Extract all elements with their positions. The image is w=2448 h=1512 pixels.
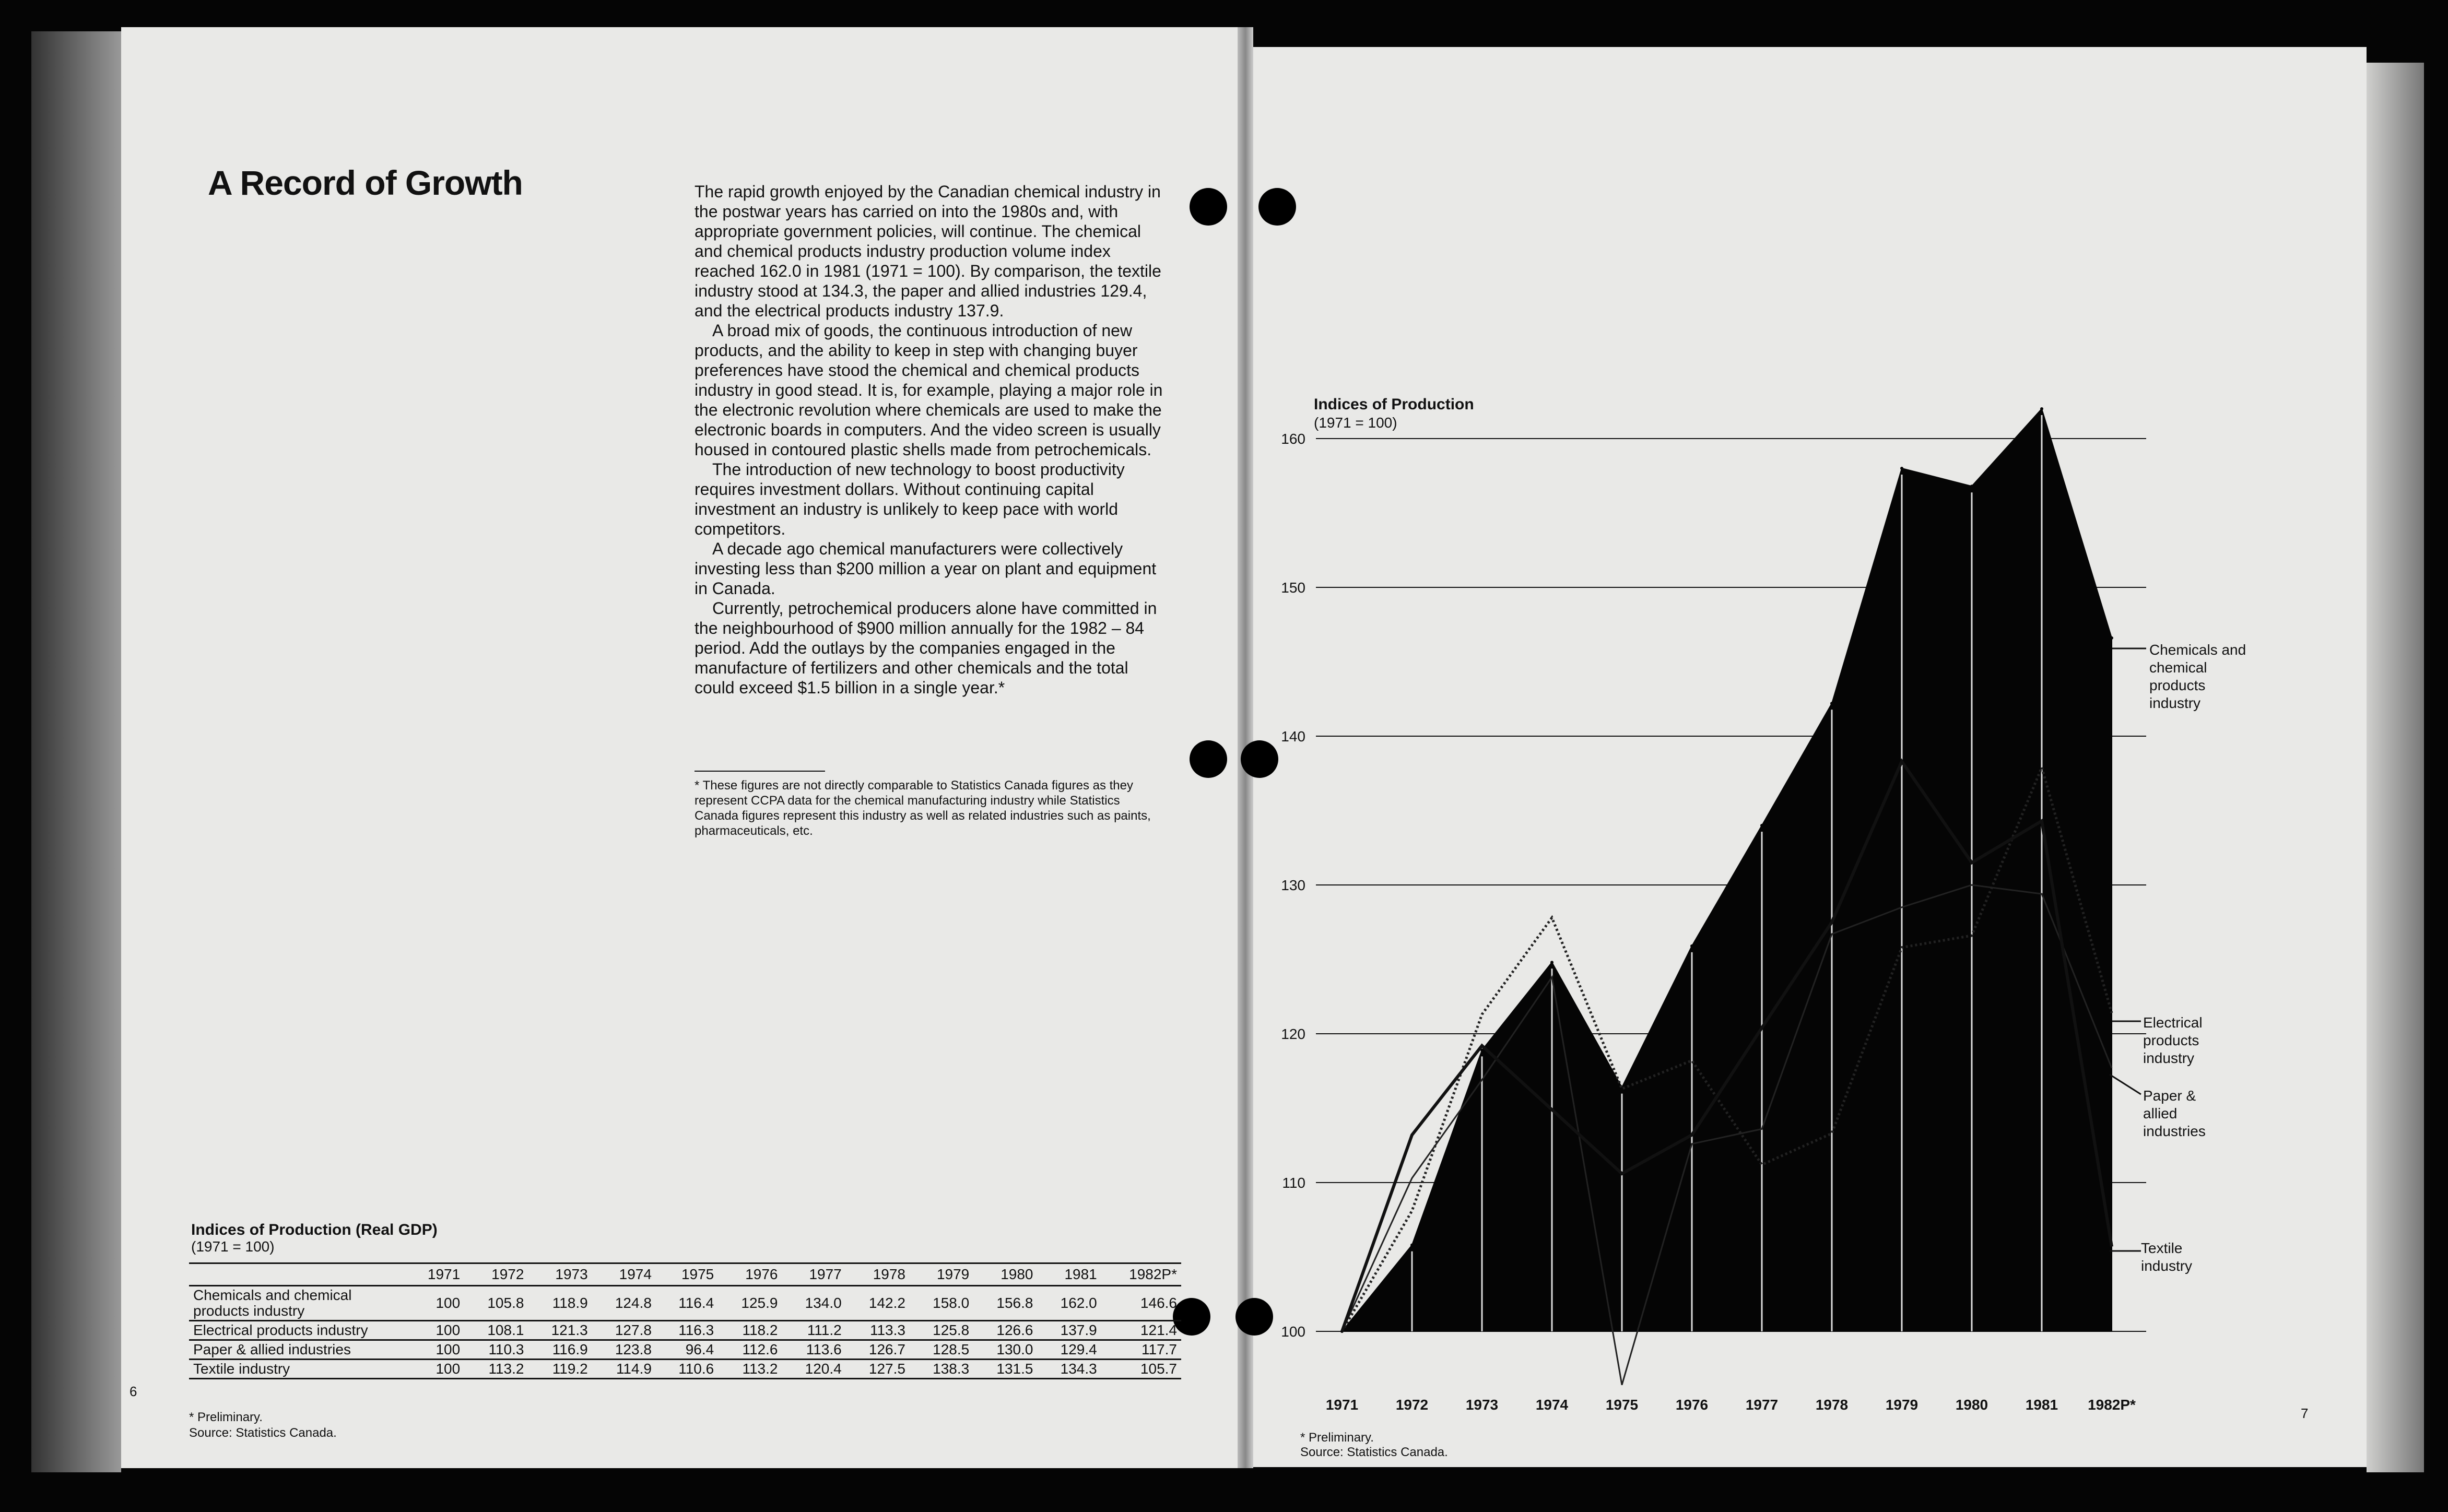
table-title: Indices of Production (Real GDP) (191, 1221, 438, 1238)
table-cell: 96.4 (656, 1340, 718, 1360)
y-tick-label: 160 (1281, 431, 1305, 447)
page-edge-right (2367, 63, 2424, 1472)
legend-electrical (2143, 1014, 2203, 1067)
y-tick-label: 100 (1281, 1324, 1305, 1340)
chart-preliminary-note: * Preliminary. (1300, 1431, 1374, 1445)
table-cell: 113.2 (718, 1360, 782, 1379)
point-chemicals (1970, 485, 1973, 488)
table-row-label: Textile industry (189, 1360, 406, 1379)
x-tick-label: 1979 (1885, 1397, 1919, 1413)
table-cell: 124.8 (592, 1286, 656, 1321)
table-cell: 100 (406, 1321, 464, 1340)
table-cell: 125.9 (718, 1286, 782, 1321)
legend-line: industries (2143, 1123, 2206, 1139)
table-column-header: 1977 (782, 1263, 845, 1286)
point-chemicals (1690, 944, 1693, 948)
table-column-header: 1980 (973, 1263, 1037, 1286)
body-text (695, 182, 1164, 698)
table-cell: 114.9 (592, 1360, 656, 1379)
table-cell: 108.1 (464, 1321, 528, 1340)
table-cell: 118.9 (528, 1286, 592, 1321)
table-cell: 125.8 (910, 1321, 973, 1340)
table-cell: 134.0 (782, 1286, 845, 1321)
table-cell: 116.4 (656, 1286, 718, 1321)
y-tick-label: 110 (1282, 1175, 1305, 1191)
legend-paper (2143, 1087, 2206, 1140)
x-tick-label: 1974 (1535, 1397, 1569, 1413)
paragraph: A broad mix of goods, the continuous introduction of new products, and the ability to keep in step with changing buyer preferences have stood the chemical and chemical products industry in good stead. It is, for example, playing a major role in the electronic revolution where chemicals are used to make the electronic boards in computers. And the video screen is usually housed in contoured plastic shells made from petrochemicals. (695, 321, 1163, 459)
table-cell: 119.2 (528, 1360, 592, 1379)
point-chemicals (1410, 1244, 1414, 1247)
production-chart (1248, 397, 2183, 1420)
source-note: Source: Statistics Canada. (189, 1426, 337, 1440)
legend-line: chemical (2149, 659, 2207, 676)
table-cell: 105.7 (1101, 1360, 1181, 1379)
table-cell: 129.4 (1037, 1340, 1101, 1360)
table-notes (189, 1410, 337, 1441)
legend-line: Electrical (2143, 1014, 2203, 1031)
y-tick-label: 120 (1281, 1026, 1305, 1042)
point-chemicals (1550, 961, 1553, 964)
paragraph: Currently, petrochemical producers alone have committed in the neighbourhood of $900 million annually for the 1982 – 84 period. Add the outlays by the companies engaged in the manufacture of fertilizers and other chemicals and the total could exceed $1.5 billion in a single year.* (695, 599, 1157, 697)
table-cell: 130.0 (973, 1340, 1037, 1360)
paragraph: A decade ago chemical manufacturers were collectively investing less than $200 million a year on plant and equipment in Canada. (695, 539, 1157, 598)
chart-subtitle: (1971 = 100) (1314, 415, 1397, 431)
table-column-header: 1973 (528, 1263, 592, 1286)
table-cell: 116.3 (656, 1321, 718, 1340)
table-cell: 134.3 (1037, 1360, 1101, 1379)
table-row (189, 1340, 1181, 1360)
table-row (189, 1321, 1181, 1340)
page-number-left: 6 (130, 1384, 137, 1399)
table-column-header: 1981 (1037, 1263, 1101, 1286)
table-cell: 131.5 (973, 1360, 1037, 1379)
chart-title: Indices of Production (1314, 396, 1474, 413)
table-column-header: 1974 (592, 1263, 656, 1286)
legend-pointer (2110, 1074, 2141, 1094)
table-column-header: 1982P* (1101, 1263, 1181, 1286)
table-cell: 105.8 (464, 1286, 528, 1321)
table-cell: 100 (406, 1340, 464, 1360)
table-cell: 121.3 (528, 1321, 592, 1340)
x-tick-label: 1982P* (2088, 1397, 2136, 1413)
table-cell: 142.2 (846, 1286, 910, 1321)
table-cell: 100 (406, 1360, 464, 1379)
table-column-header: 1971 (406, 1263, 464, 1286)
preliminary-note: * Preliminary. (189, 1410, 263, 1424)
table-cell: 116.9 (528, 1340, 592, 1360)
x-tick-label: 1975 (1605, 1397, 1639, 1413)
legend-line: industry (2141, 1258, 2193, 1274)
legend-line: allied (2143, 1105, 2178, 1121)
x-tick-label: 1972 (1395, 1397, 1429, 1413)
table-cell: 100 (406, 1286, 464, 1321)
punch-hole (1190, 740, 1227, 778)
table-cell: 118.2 (718, 1321, 782, 1340)
x-tick-label: 1978 (1815, 1397, 1849, 1413)
x-tick-label: 1973 (1465, 1397, 1499, 1413)
table-header-blank (189, 1263, 406, 1286)
chart-notes (1300, 1431, 1448, 1460)
legend-textile (2141, 1239, 2192, 1275)
table-cell: 110.3 (464, 1340, 528, 1360)
table-cell: 128.5 (910, 1340, 973, 1360)
table-cell: 127.5 (846, 1360, 910, 1379)
table-column-header: 1975 (656, 1263, 718, 1286)
table-cell: 112.6 (718, 1340, 782, 1360)
table-column-header: 1976 (718, 1263, 782, 1286)
legend-line: industry (2143, 1050, 2195, 1066)
x-tick-label: 1971 (1325, 1397, 1359, 1413)
table-cell: 126.7 (846, 1340, 910, 1360)
table-cell: 158.0 (910, 1286, 973, 1321)
x-tick-label: 1977 (1745, 1397, 1779, 1413)
table-cell: 127.8 (592, 1321, 656, 1340)
legend-line: Textile (2141, 1240, 2183, 1256)
x-tick-label: 1981 (2025, 1397, 2058, 1413)
table-cell: 117.7 (1101, 1340, 1181, 1360)
table-column-header: 1978 (846, 1263, 910, 1286)
x-tick-label: 1976 (1675, 1397, 1709, 1413)
point-chemicals (1900, 467, 1903, 470)
table-row (189, 1360, 1181, 1379)
table-cell: 123.8 (592, 1340, 656, 1360)
page-title: A Record of Growth (208, 163, 523, 202)
y-tick-label: 150 (1281, 580, 1305, 596)
footnote-rule (695, 771, 825, 772)
point-chemicals (1760, 824, 1763, 827)
legend-chemicals (2149, 641, 2246, 712)
paragraph: The rapid growth enjoyed by the Canadian chemical industry in the postwar years has carried on into the 1980s and, with appropriate government policies, will continue. The chemical and chemical products industry production volume index reached 162.0 in 1981 (1971 = 100). By comparison, the textile industry stood at 134.3, the paper and allied industries 129.4, and the electrical products industry 137.9. (695, 182, 1161, 320)
point-chemicals (2110, 636, 2113, 640)
table-subtitle: (1971 = 100) (191, 1238, 275, 1255)
table-cell: 146.6 (1101, 1286, 1181, 1321)
point-chemicals (2040, 407, 2043, 410)
table-cell: 111.2 (782, 1321, 845, 1340)
x-tick-label: 1980 (1955, 1397, 1988, 1413)
table-row-label: Paper & allied industries (189, 1340, 406, 1360)
y-tick-label: 130 (1281, 877, 1305, 893)
y-tick-label: 140 (1281, 728, 1305, 745)
table-cell: 110.6 (656, 1360, 718, 1379)
point-chemicals (1830, 702, 1833, 705)
legend-line: Chemicals and (2149, 642, 2246, 658)
punch-hole (1258, 188, 1296, 226)
table-header-row (189, 1263, 1181, 1286)
punch-hole (1190, 188, 1227, 226)
legend-line: products (2149, 677, 2206, 693)
table-row (189, 1286, 1181, 1321)
table-cell: 156.8 (973, 1286, 1037, 1321)
table-column-header: 1972 (464, 1263, 528, 1286)
page-edge-left (31, 31, 121, 1472)
table-cell: 113.2 (464, 1360, 528, 1379)
table-row-label: Chemicals and chemical products industry (189, 1286, 406, 1321)
legend-line: products (2143, 1032, 2199, 1048)
legend-line: Paper & (2143, 1088, 2196, 1104)
production-table (189, 1262, 1181, 1379)
footnote: * These figures are not directly comparable to Statistics Canada figures as they represent CCPA data for the chemical manufacturing industry while Statistics Canada figures represent this industry as well as related industries such as paints, pharmaceuticals, etc. (695, 778, 1151, 838)
paragraph: The introduction of new technology to boost productivity requires investment dollars. Without continuing capital investment an industry is unlikely to keep pace with world competitors. (695, 460, 1125, 538)
table-cell: 137.9 (1037, 1321, 1101, 1340)
table-row-label: Electrical products industry (189, 1321, 406, 1340)
table-cell: 113.6 (782, 1340, 845, 1360)
legend-line: industry (2149, 695, 2201, 711)
page-number-right: 7 (2301, 1405, 2309, 1421)
table-column-header: 1979 (910, 1263, 973, 1286)
table-cell: 138.3 (910, 1360, 973, 1379)
table-cell: 126.6 (973, 1321, 1037, 1340)
table-cell: 121.4 (1101, 1321, 1181, 1340)
table-cell: 120.4 (782, 1360, 845, 1379)
table-cell: 113.3 (846, 1321, 910, 1340)
series-chemicals-area (1342, 409, 2112, 1331)
table-cell: 162.0 (1037, 1286, 1101, 1321)
chart-source-note: Source: Statistics Canada. (1300, 1445, 1448, 1459)
